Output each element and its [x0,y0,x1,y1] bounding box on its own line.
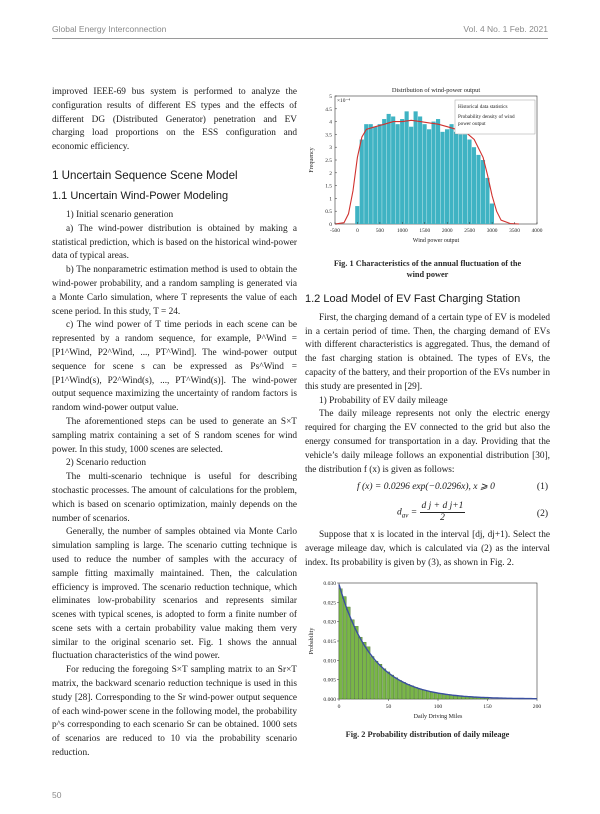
x-tick-label: 4000 [531,228,543,234]
intro-paragraph: improved IEEE-69 bus system is performed to analyze the configuration results of different ES types and the effects of different DG (Distributed Generator) penetration and EV charging load proportions on the ESS configuration and economic efficiency. [52,87,297,153]
header-rule [52,38,548,39]
mileage-chart [305,575,550,723]
section-1-heading: 1 Uncertain Sequence Scene Model [52,168,238,182]
figure-1-caption-line2: wind power [406,269,449,279]
bar [382,119,386,224]
figure-2 [305,575,550,729]
equation-2-fraction [420,501,466,524]
bar [463,134,467,224]
y-tick-label: 2.5 [325,158,332,164]
y-tick-label: 4.5 [325,106,332,113]
bar [414,687,417,699]
bar [369,124,373,224]
step-2-label: 2) Scenario reduction [66,458,147,469]
x-tick-label: 3000 [486,228,498,234]
paragraph-interval: Suppose that x is located in the interval [dj, dj+1). Select the average mileage dav, which is calculated via (2) as the interval index. Its probability is given by (3), as shown in Fig. 2. [305,530,550,568]
x-tick-label: 50 [385,703,392,710]
bar [445,129,449,224]
bar [440,132,444,224]
x-tick-label: 0 [356,228,359,234]
figure-1-caption-line1: Fig. 1 Characteristics of the annual fluctuation of the [333,258,522,268]
x-axis-label: Daily Driving Miles [413,713,463,720]
paragraph-reduction: Generally, the number of samples obtained via Monte Carlo simulation sampling is large. The scenario cutting technique is used to reduce the number of samples with the accuracy of sample fitting maximally maintained. Then, the calculation efficiency is improved. The scenario reduction technique, which eliminates low-probability scenarios and represents similar scenes with typical scenes, is adopted to form a finite number of scene sets with a certain probability value making them very similar to the original scenario set. Fig. 1 shows the annual fluctuation characteristics of the wind power. [52,527,297,662]
bar [391,116,395,224]
bar [409,127,413,224]
y-axis-label: Frequency [309,147,315,173]
bar [454,132,458,224]
right-column [305,84,550,740]
equation-2 [305,499,550,529]
equation-2-expression [397,501,465,524]
x-tick-label: 2000 [441,228,453,234]
bar [394,677,397,698]
bar [476,155,480,224]
y-tick-label: 1.5 [325,183,332,190]
bar [422,690,425,699]
bar [378,124,382,224]
x-tick-label: -500 [330,228,340,234]
x-axis-label: Wind power output [412,238,460,244]
bar [426,691,429,699]
y-multiplier: ×10⁻⁴ [337,98,351,104]
bar [449,124,453,224]
chart-title: Distribution of wind-power output [391,87,481,94]
equation-2-number: (2) [536,509,548,520]
x-tick-label: 100 [433,703,443,710]
y-tick-label: 0.020 [323,619,336,626]
y-tick-label: 0.000 [323,696,336,703]
equation-2-denominator: 2 [440,513,445,524]
bar [383,669,386,699]
bar [414,111,418,224]
page-number: 50 [52,790,62,800]
bar [398,680,401,699]
bar [367,647,370,699]
legend-entry: Probability density of wind [458,114,515,120]
x-tick-label: 150 [483,703,492,710]
y-tick-label: 2 [329,170,332,177]
bar [472,147,476,224]
bar [406,684,409,699]
bar [434,693,437,699]
bar [458,696,461,699]
bar [351,619,354,698]
issue-info: Vol. 4 No. 1 Feb. 2021 [463,24,548,34]
y-tick-label: 3 [329,145,332,152]
paragraph-ev-demand: First, the charging demand of a certain type of EV is modeled in a certain period of time. Then, the charging demand of EVs with different characteristics is aggregated. Thus, the demand of the fast charging station is obtained. The types of EVs, the capacity of the battery, and their proportion of the EVs number in this study are presented in [29]. [305,312,550,392]
section-1-1-heading: 1.1 Uncertain Wind-Power Modeling [52,189,229,202]
y-tick-label: 5 [329,94,332,100]
bar [405,111,409,224]
y-tick-label: 0.030 [323,580,336,587]
bar [430,692,433,699]
bar [490,204,494,224]
bar [438,693,441,698]
legend-entry: power output [458,121,486,127]
section-1-2-heading: 1.2 Load Model of EV Fast Charging Station [305,292,521,305]
bar [481,160,485,224]
bar [458,134,462,224]
bar [423,124,427,224]
wind-power-chart [305,84,550,252]
figure-1-caption [305,258,550,280]
y-tick-label: 0.010 [323,658,336,665]
y-axis-label: Probability [309,627,315,655]
step-1-label: 1) Initial scenario generation [66,209,174,220]
bar [390,675,393,699]
x-tick-label: 0 [337,703,341,710]
bar [355,626,358,699]
y-tick-label: 0 [329,222,332,228]
paragraph-multiscenario: The multi-scenario technique is useful for describing stochastic processes. The amount of calculations for the problem, which is based on scenario optimization, mainly depends on the number of scenarios. [52,472,297,524]
bar [343,596,346,698]
journal-name: Global Energy Interconnection [52,24,167,34]
y-tick-label: 0.5 [325,209,332,216]
bar [418,116,422,224]
bar [339,589,342,699]
bar [410,686,413,699]
paragraph-backward: For reducing the foregoing S×T sampling matrix to an Sr×T matrix, the backward scenario reduction technique is used in this study [28]. Corresponding to the Sr wind-power output sequence of each wind-power scene in the following model, the probability p^s corresponding to each scenario Sr can be obtained. 1000 sets of scenarios are reduced to 10 via the probability scenario reduction. [52,665,297,759]
paragraph-c: c) The wind power of T time periods in each scene can be represented by a random sequence, for example, P^Wind = [P1^Wind, P2^Wind, ..., PT^Wind]. The wind-power output sequence for scene s can be expressed as Ps^Wind = [P1^Wind(s), P2^Wind(s), ..., PT^Wind(s)]. The wind-power output sequence maximizing the uncertainty of random factors is random wind-power output value. [52,320,297,414]
bar [400,119,404,224]
bar [442,694,445,699]
paragraph-b: b) The nonparametric estimation method is used to obtain the wind-power probability, and a random sampling is generated via a Monte Carlo simulation, where T represents the value of each scene period. In this study, T = 24. [52,265,297,317]
paragraph-matrix: The aforementioned steps can be used to generate an S×T sampling matrix containing a set of S random scenes for wind power. In this study, 1000 scenes are selected. [52,416,297,455]
y-tick-label: 1 [329,196,332,203]
bar [467,140,471,224]
left-column [52,86,297,761]
bar [375,661,378,699]
bar [360,140,364,224]
bar [485,178,489,224]
figure-2-caption: Fig. 2 Probability distribution of daily mileage [345,729,510,739]
bar [396,124,400,224]
bar [373,127,377,224]
x-tick-label: 1000 [396,228,408,234]
equation-1 [305,477,550,499]
bar [387,672,390,699]
paragraph-a: a) The wind-power distribution is obtained by making a statistical prediction, which is based on the historical wind-power data of typical areas. [52,223,297,262]
page-header [0,0,600,42]
x-tick-label: 1500 [419,228,431,234]
equation-2-numerator: d j + d j+1 [421,501,464,512]
equation-1-expression: f (x) = 0.0296 exp(−0.0296x), x ⩾ 0 [357,482,495,493]
bar [432,122,436,224]
bar [454,696,457,699]
bar [436,119,440,224]
bar [364,124,368,224]
x-tick-label: 3500 [509,228,520,234]
y-tick-label: 0.015 [323,638,336,645]
y-tick-label: 0.025 [323,600,336,607]
paragraph-mileage: The daily mileage represents not only the electric energy required for charging the EV connected to the grid but also the energy consumed for transportation in a day. Providing that the vehicle’s daily mileage follows an exponential distribution [30], the distribution f (x) is given as follows: [305,409,550,475]
bar [379,664,382,699]
x-tick-label: 200 [532,703,542,710]
equation-1-number: (1) [536,482,548,493]
equation-2-lhs: d [397,508,402,519]
bar [418,689,421,699]
y-tick-label: 4 [329,119,332,126]
y-tick-label: 3.5 [325,132,332,139]
bar [387,114,391,224]
bar [402,682,405,699]
y-tick-label: 0.005 [323,677,336,684]
bar [359,637,362,699]
bar [371,656,374,699]
x-tick-label: 2500 [464,228,476,234]
step-ev-1-label: 1) Probability of EV daily mileage [319,395,448,406]
bar [427,129,431,224]
equation-2-equals: = [408,508,420,519]
bar [363,642,366,699]
equation-2-sub: av [401,511,409,520]
x-tick-label: 500 [375,228,384,234]
figure-1 [305,84,550,258]
legend-entry: Historical data statistics [458,104,508,110]
bar [355,206,359,224]
bar [347,607,350,699]
